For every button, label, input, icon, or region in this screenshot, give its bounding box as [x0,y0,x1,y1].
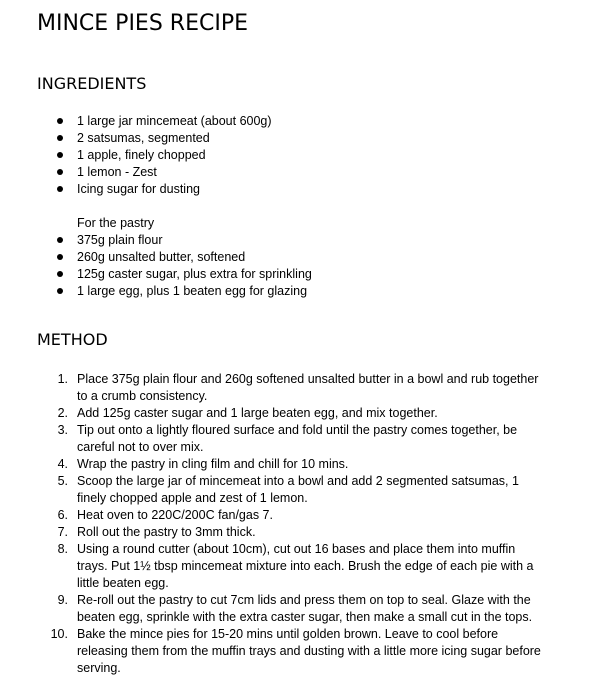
list-item [0,266,602,283]
step-text: Tip out onto a lightly floured surface and fold until the pastry comes together, be careful not to over mix. [77,423,518,454]
ingredient-text: 1 apple, finely chopped [77,148,206,162]
bullet-icon [57,288,63,294]
ingredients-list [0,113,602,198]
ingredient-text: 125g caster sugar, plus extra for sprinkling [77,267,312,281]
list-item [0,130,602,147]
ingredient-text: 1 large egg, plus 1 beaten egg for glazing [77,284,308,298]
step-number: 8. [57,542,68,556]
ingredient-text: 2 satsumas, segmented [77,131,210,145]
method-step [0,592,602,626]
ingredient-text: 375g plain flour [77,233,163,247]
step-number: 6. [57,508,68,522]
ingredient-text: 1 large jar mincemeat (about 600g) [77,114,272,128]
step-text: Add 125g caster sugar and 1 large beaten egg, and mix together. [77,406,438,420]
list-item [0,147,602,164]
pastry-ingredients-list [0,232,602,300]
step-number: 9. [57,593,68,607]
method-step [0,422,602,456]
method-step [0,456,602,473]
list-item [0,249,602,266]
step-number: 1. [57,372,68,386]
list-item [0,164,602,181]
step-text: Bake the mince pies for 15-20 mins until golden brown. Leave to cool before releasing them from the muffin trays and dusting with a little more icing sugar before serving. [77,627,541,675]
bullet-icon [57,135,63,141]
list-item [0,113,602,130]
step-text: Wrap the pastry in cling film and chill for 10 mins. [77,457,349,471]
bullet-icon [57,169,63,175]
step-text: Place 375g plain flour and 260g softened unsalted butter in a bowl and rub together to a crumb consistency. [77,372,539,403]
ingredient-text: Icing sugar for dusting [77,182,200,196]
step-number: 5. [57,474,68,488]
step-text: Re-roll out the pastry to cut 7cm lids and press them on top to seal. Glaze with the beaten egg, sprinkle with the extra caster sugar, then make a small cut in the tops. [77,593,533,624]
page-title: MINCE PIES RECIPE [37,11,248,36]
method-step [0,371,602,405]
method-step [0,473,602,507]
bullet-icon [57,118,63,124]
step-number: 7. [57,525,68,539]
step-number: 4. [57,457,68,471]
method-step [0,626,602,677]
step-text: Roll out the pastry to 3mm thick. [77,525,256,539]
bullet-icon [57,237,63,243]
method-step [0,507,602,524]
method-steps-list [0,371,602,677]
method-heading: METHOD [37,330,108,349]
method-step [0,524,602,541]
method-step [0,405,602,422]
method-step [0,541,602,592]
bullet-icon [57,186,63,192]
step-text: Scoop the large jar of mincemeat into a bowl and add 2 segmented satsumas, 1 finely chopped apple and zest of 1 lemon. [77,474,519,505]
bullet-icon [57,152,63,158]
step-number: 10. [50,627,68,641]
bullet-icon [57,271,63,277]
pastry-subheading: For the pastry [77,216,155,230]
step-text: Using a round cutter (about 10cm), cut out 16 bases and place them into muffin trays. Put 1½ tbsp mincemeat mixture into each. Brush the edge of each pie with a little beaten egg. [77,542,534,590]
bullet-icon [57,254,63,260]
step-number: 3. [57,423,68,437]
list-item [0,181,602,198]
step-text: Heat oven to 220C/200C fan/gas 7. [77,508,273,522]
list-item [0,283,602,300]
ingredient-text: 260g unsalted butter, softened [77,250,246,264]
ingredients-heading: INGREDIENTS [37,74,147,93]
step-number: 2. [57,406,68,420]
ingredient-text: 1 lemon - Zest [77,165,157,179]
list-item [0,232,602,249]
